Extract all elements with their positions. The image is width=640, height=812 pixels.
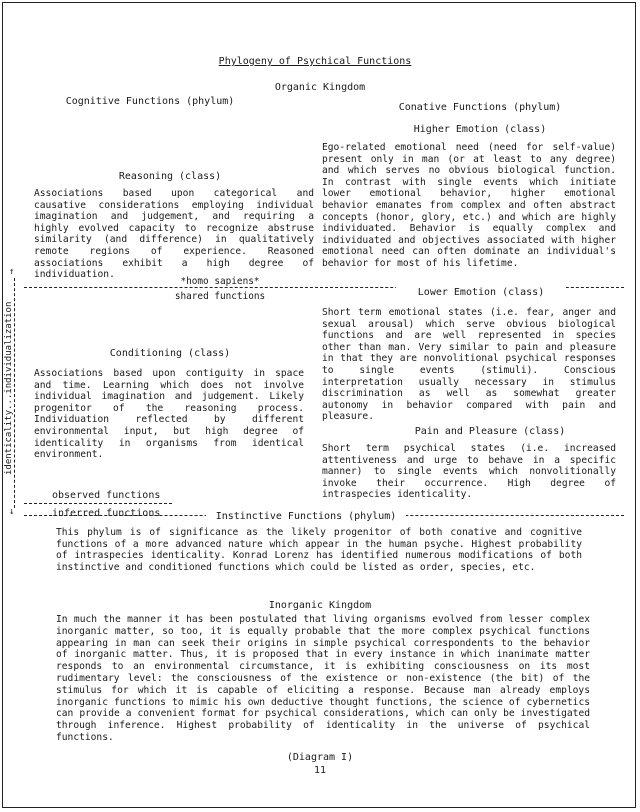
lower-emotion-text: Short term emotional states (i.e. fear, anger and sexual arousal) which serve obvious biological functions and are well represented in species other than man. Very similar to pain and pleasure in that they are nonvolitional psychical responses to single events (stimuli). Conscious interpretation usually necessary in stimulus discrimination as well as somewhat greater autonomy in behavior compared with pain and pleasure.	[322, 307, 616, 423]
instinctive-title: Instinctive Functions (phylum)	[206, 511, 406, 522]
page-number: 11	[313, 765, 327, 776]
diagram-caption: (Diagram I)	[286, 752, 354, 763]
observed-functions-label: observed functions	[52, 490, 161, 501]
homo-sapiens-label: *homo sapiens*	[180, 276, 260, 287]
conditioning-title: Conditioning (class)	[109, 348, 231, 359]
axis-arrow-down-icon: ↓	[9, 507, 15, 517]
inferred-functions-label: inferred functions	[52, 508, 161, 519]
pain-pleasure-text: Short term psychical states (i.e. increased attentiveness and urge to behave in a specific manner) to single events which nonvolitionally invoke their occurrence. High degree of intraspecies identicality.	[322, 443, 616, 501]
higher-emotion-title: Higher Emotion (class)	[413, 124, 547, 135]
reasoning-title: Reasoning (class)	[118, 171, 222, 182]
reasoning-text: Associations based upon categorical and causative considerations employing individual imagination and judgement, and requiring a highly evolved capacity to recognize abstruse similarity (and difference) in qualitatively remote regions of experience. Reasoned associations exhibit a high degree of individuation.	[34, 188, 314, 281]
cognitive-phylum-heading: Cognitive Functions (phylum)	[65, 96, 235, 107]
diagram-title: Phylogeny of Psychical Functions	[218, 56, 412, 67]
inorganic-kingdom-title: Inorganic Kingdom	[268, 600, 372, 611]
pain-pleasure-title: Pain and Pleasure (class)	[414, 426, 566, 437]
conditioning-text: Associations based upon contiguity in space and time. Learning which does not involve individual imagination and judgement. Likely progenitor of the reasoning process. Individuation reflected by different environmental input, but high degree of identicality in organisms from identical environment.	[34, 368, 304, 461]
identicality-individualization-axis-label: identicality...individualization	[4, 301, 14, 475]
observed-inferred-divider	[24, 503, 172, 504]
instinctive-text: This phylum is of significance as the likely progenitor of both conative and cognitive functions of a more advanced nature which appear in the human psyche. Highest probability of intraspecies identicality. Konrad Lorenz has identified numerous modifications of both instinctive and conditioned functions which could be listed as order, species, etc.	[56, 527, 582, 573]
higher-emotion-text: Ego-related emotional need (need for self-value) present only in man (or at least to any degree) and which serves no obvious biological function. In contrast with single events which initiate lower emotional behavior, higher emotional behavior emanates from complex and often abstract concepts (honor, glory, etc.) and which are highly individuated. Behavior is equally complex and individuated and objectives associated with higher emotional need can often dominate an individual's behavior for most of his lifetime.	[322, 142, 616, 269]
conative-phylum-heading: Conative Functions (phylum)	[398, 102, 562, 113]
shared-functions-label: shared functions	[174, 291, 266, 302]
axis-arrow-up-icon: ↑	[9, 267, 15, 277]
inorganic-kingdom-text: In much the manner it has been postulated that living organisms evolved from lesser complex inorganic matter, so too, it is equally probable that the more complex psychical functions appearing in man can seek their origins in simple psychical correspondents to the behavior of inorganic matter. Thus, it is proposed that in every instance in which inanimate matter responds to an environmental circumstance, it is exhibiting consciousness on its most rudimentary level: the consciousness of the existence or non-existence (the bit) of the stimulus for which it is capable of eliciting a response. Because man already employs inorganic functions to mimic his own deductive thought functions, the science of cybernetics can provide a convenient format for psychical considerations, which can only be investigated through inference. Highest probability of identicality in the universe of psychical functions.	[56, 614, 590, 743]
lower-emotion-title: Lower Emotion (class)	[396, 287, 566, 298]
organic-kingdom-heading: Organic Kingdom	[274, 82, 366, 93]
